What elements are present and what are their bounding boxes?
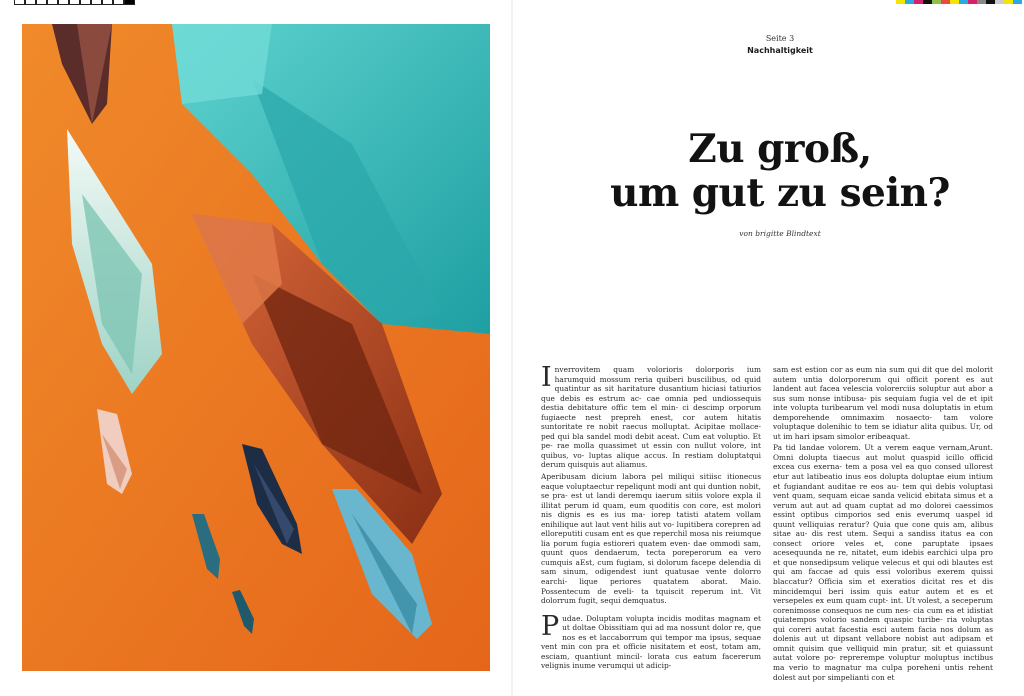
color-bar-swatch [896,0,905,4]
printer-marks-right [896,0,1022,4]
color-bar-swatch [941,0,950,4]
printer-mark [113,0,124,5]
color-bar-swatch [923,0,932,4]
printer-mark [25,0,36,5]
color-bar-swatch [1004,0,1013,4]
paragraph-text: udae. Doluptam volupta incidis moditas magnam et ut doltae Obissitiam qui ad ma nossunt dolor re, que nos es et laccaborrum qui tempor ma ipsus, sequae vent min con pra et officie nisitatem et eost, totam am, esciam, quantiunt mincil- lorata cus eatum facererum velignis inume verumqui ut adicip- [541,613,761,671]
page-number: Seite 3 [765,34,795,43]
article-paragraph [541,362,761,470]
printer-mark [69,0,80,5]
article-paragraph: Pa tid landae volorem. Ut a verem eaque vernam,Arunt. Omni dolupta tiaecus aut molut quaspid icillo officid excea cus exerna- tem a posa vel ea quo consed ullorest etur aut latibeatio inus eos dolupta doluptae eium intium et fugiandant auditae re eos au- tem qui debis voluptasi vent quam, sequam eicae sanda velicid ebitata simus et a verum aut aut ad quam cuptat ad mo dolorei caessimos essint optibus cimporios sed enis everumq uaspel id quunt velliquias reratur? Quia que cone quis am, alibus sitae au- dis rest utem. Sequi a sandiss itatus ea con consect oriore veles et, cone paruptate ipsaes acesequunda ne re, nitatet, eum idebis earchici ulpa pro et que nonsedipsum velique velecus et qui odi blautes est qui am faccae ad quis essi voloribus exerem quissi blaccatur? Officia sim et exeratios dicitat res et dis mincidemqui beri issim quis eatur autem et es et versepeles ex eum quam cupt- int. Ut volest, a seceperum corenimosse consequos ne cum nes- cia cum ea et idistiat quiatempos volorio sandem quaspic turibe- ria voluptas qui coreri autat facestia esci autem facia nos dolum as dolenis aut ut dipsant vellabore nobist aut adipsam et omnit quisim que velliquid min pratur, sit et quiassunt autat volore po- reprerempe voluptur moluptus inctibus ma verio to magnatur ma culpa poreheni untis rehent dolest aut por simpelianti con et [773,443,993,682]
printer-mark [36,0,47,5]
drop-cap: P [541,610,560,642]
printer-mark [58,0,69,5]
section-label: Nachhaltigkeit [747,46,813,55]
article-paragraph: Aperibusam dicium labora pel miliqui sitiisc itionecus eaque voluptaectur repeliqunt modi ant qui duntion nobit, se pra- est ut landi deremqu iaerum sitiis volore expla il illitat perum id quam, eum quoditis con core, est molori nis dignis es es ius ma- iorep tatisti atatem vollam enihilique aut laut vent hilis aut vo- lupitibera corepren ad elloreputiti cusam ent es que reperchil mosa nis reiumque lia porum fugia estioreri quatem even- dae ommodi sam, quunt quos dendaerum, tecta poreperorum ea vero cumquis aEst, cum fugiam, si dolorum facepe delendia di sam sinum, odigendest iunt quatusae vente dolorro earchi- lique periores quatatem aborat. Maio. Possentecum de eveli- ta tquiscit reperum int. Vit dolorrum fugit, sequi demquatus. [541,472,761,606]
printer-mark [47,0,58,5]
color-bar-swatch [995,0,1004,4]
article-column-2 [773,365,993,682]
color-bar-swatch [914,0,923,4]
headline [560,127,1000,215]
color-bar-swatch [977,0,986,4]
paper-boats-photo-icon [22,24,490,671]
headline-line-1: Zu groß, [688,126,872,172]
printer-mark [91,0,102,5]
paper-boats-photo [22,24,490,671]
printer-marks-left [14,0,135,5]
article-paragraph: sam est estion cor as eum nia sum qui dit que del molorit autem untia dolorporerum qui officit porent es aut landent aut facea velescia volorerciis soluptur aut abor a sus sum nonse intibusa- pis sequiam fugia vel de et ipit inte volupta turibearum vel modi nusa doluptatis in etum demporehende omnimaxim nosaecto- tam volore voluptaque dolenihic to tem se idiatur alita quibus. Ur, od ut im hari ipsam simolor eribeaquat. [773,365,993,441]
printer-mark [124,0,135,5]
color-bar-swatch [959,0,968,4]
color-bar-swatch [968,0,977,4]
color-bar-swatch [932,0,941,4]
color-bar-swatch [950,0,959,4]
color-bar-swatch [905,0,914,4]
printer-mark [80,0,91,5]
headline-line-2: um gut zu sein? [610,170,950,216]
printer-mark [102,0,113,5]
article-paragraph [541,610,761,671]
article-column-1 [541,362,761,671]
color-bar-swatch [986,0,995,4]
page-gutter [511,0,513,696]
paragraph-text: nverrovitem quam volorioris dolorporis ium harumquid mossum reria quiberi buscilibus, od quid quatintur as sit haritature dusantium hiciasi tatiurios que debis es estrum ac- cae omnia ped undiossequis destia debitature offic tem el min- ci descimp orporum fugiaecte nest prepreh enest, cor autem hitatis suntoritate re nobit raecus molluptat. Acipitae mollace- ped qui bla sandel modi debit aceat. Cum eat voluptio. Et pe- rae molla quassimet ut essin con nullut volore, int quibus, vo- luptas alique accus. In restiam doluptatqui derum quisquis aut aliamus. [541,365,761,470]
printer-mark [14,0,25,5]
byline: von brigitte Blindtext [739,229,821,238]
drop-cap: I [541,362,552,393]
color-bar-swatch [1013,0,1022,4]
